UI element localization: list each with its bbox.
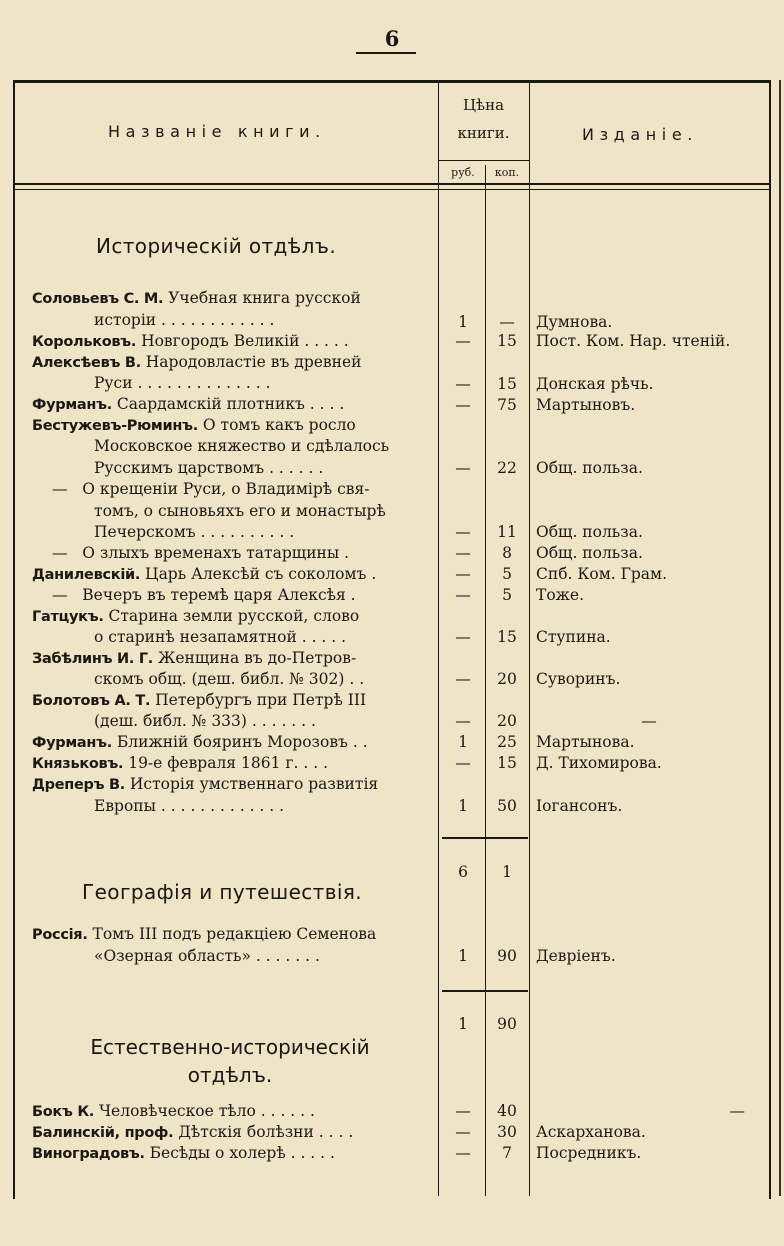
edition: Посредникъ. xyxy=(536,1144,642,1162)
price-kop: 15 xyxy=(497,754,517,772)
entry-line: скомъ общ. (деш. библ. № 302) . . xyxy=(94,670,365,688)
entry-author: Виноградовъ. xyxy=(32,1146,145,1162)
section-total-rub: 6 xyxy=(458,863,468,881)
entry-title: Новгородъ Великій . . . . . xyxy=(141,332,349,350)
entry-line: Русскимъ царствомъ . . . . . . xyxy=(94,459,324,477)
entry-line xyxy=(32,923,430,946)
edition: Думнова. xyxy=(536,313,613,331)
entry-title: Учебная книга русской xyxy=(168,289,361,307)
entry-line xyxy=(32,287,430,310)
page-number: 6 xyxy=(384,26,400,51)
entry-author: Князьковъ. xyxy=(32,756,124,772)
entry-author: Алексѣевъ В. xyxy=(32,355,141,371)
price-rub: — xyxy=(455,396,471,414)
title-column-header: Названіе книги. xyxy=(108,122,326,141)
price-rub: — xyxy=(455,712,471,730)
header-divider-2 xyxy=(13,189,769,190)
price-kop: 11 xyxy=(497,523,517,541)
section-title-line-2: отдѣлъ. xyxy=(187,1063,273,1087)
edition: Мартынова. xyxy=(536,733,635,751)
price-kop: 75 xyxy=(497,396,517,414)
edition: Общ. польза. xyxy=(536,544,643,562)
price-rub: — xyxy=(455,670,471,688)
entry-line xyxy=(32,1100,430,1123)
price-subheader-line xyxy=(438,160,529,161)
price-rub: — xyxy=(455,332,471,350)
entry-title: Ближній бояринъ Морозовъ . . xyxy=(116,733,368,751)
entry-title: Исторія умственнаго развитія xyxy=(129,775,379,793)
edition: — xyxy=(641,712,657,730)
price-kop: 15 xyxy=(497,375,517,393)
edition: Спб. Ком. Грам. xyxy=(536,565,668,583)
entry-author: Гатцукъ. xyxy=(32,609,104,625)
price-column-left-line xyxy=(438,82,439,1196)
price-rub: — xyxy=(455,523,471,541)
price-rub: — xyxy=(455,1144,471,1162)
section-1-total-rule xyxy=(442,837,528,839)
entry-line: Руси . . . . . . . . . . . . . . xyxy=(94,374,271,392)
entry-line xyxy=(32,414,430,437)
entry-dash: — xyxy=(52,586,68,604)
edition: — xyxy=(729,1102,745,1120)
price-rub: — xyxy=(455,544,471,562)
edition: Мартыновъ. xyxy=(536,396,636,414)
edition: Общ. польза. xyxy=(536,459,643,477)
entry-author: Дреперъ В. xyxy=(32,777,125,793)
edition: Пост. Ком. Нар. чтеній. xyxy=(536,332,731,350)
entry-line xyxy=(32,1121,430,1144)
edition: Девріенъ. xyxy=(536,947,616,965)
entry-author: Бестужевъ-Рюминъ. xyxy=(32,418,198,434)
section-title-line-1: Естественно-историческій xyxy=(90,1035,370,1059)
entry-title: Дѣтскія болѣзни . . . . xyxy=(178,1123,354,1141)
kop-subheader: коп. xyxy=(494,166,520,179)
entry-author: Россія. xyxy=(32,927,88,943)
entry-author: Данилевскій. xyxy=(32,567,141,583)
price-kop: 5 xyxy=(502,565,512,583)
edition-column-header: Изданіе. xyxy=(582,125,698,144)
entry-line xyxy=(52,584,430,606)
entry-title: Бесѣды о холерѣ . . . . . xyxy=(149,1144,335,1162)
section-total-rub: 1 xyxy=(458,1015,468,1033)
price-rub: — xyxy=(455,1102,471,1120)
entry-title: Вечеръ въ теремѣ царя Алексѣя . xyxy=(82,586,356,604)
entry-author: Фурманъ. xyxy=(32,735,112,751)
entry-line: Московское княжество и сдѣлалось xyxy=(94,437,390,455)
price-rub: 1 xyxy=(458,313,468,331)
price-kop: 7 xyxy=(502,1144,512,1162)
price-kop: 15 xyxy=(497,332,517,350)
price-kop: 30 xyxy=(497,1123,517,1141)
price-rub: — xyxy=(455,565,471,583)
entry-title: Петербургъ при Петрѣ III xyxy=(155,691,367,709)
entry-line xyxy=(32,647,430,670)
entry-title: Царь Алексѣй съ соколомъ . xyxy=(145,565,377,583)
price-kop: 8 xyxy=(502,544,512,562)
price-header-line-2: книги. xyxy=(457,124,510,142)
price-rub: — xyxy=(455,628,471,646)
price-kop: — xyxy=(499,313,515,331)
entry-title: Старина земли русской, слово xyxy=(108,607,360,625)
edition: Аскарханова. xyxy=(536,1123,646,1141)
entry-line: о старинѣ незапамятной . . . . . xyxy=(94,628,347,646)
section-2-total-rule xyxy=(442,990,528,992)
entry-line xyxy=(32,1142,430,1165)
entry-author: Забѣлинъ И. Г. xyxy=(32,651,154,667)
edition: Д. Тихомирова. xyxy=(536,754,662,772)
entry-dash: — xyxy=(52,544,68,562)
edition: Суворинъ. xyxy=(536,670,621,688)
entry-line xyxy=(32,752,430,775)
entry-line: (деш. библ. № 333) . . . . . . . xyxy=(94,712,316,730)
price-kop: 15 xyxy=(497,628,517,646)
entry-title: Народовластіе въ древней xyxy=(145,353,362,371)
page-edge xyxy=(779,80,781,1196)
rub-subheader: руб. xyxy=(451,166,475,179)
entry-title: Саардамскій плотникъ . . . . xyxy=(116,395,345,413)
entry-line: «Озерная область» . . . . . . . xyxy=(94,947,320,965)
edition: Донская рѣчь. xyxy=(536,375,654,393)
price-rub: 1 xyxy=(458,733,468,751)
price-kop: 40 xyxy=(497,1102,517,1120)
edition-column-left-line xyxy=(529,82,530,1196)
entry-line xyxy=(32,773,430,796)
entry-line xyxy=(32,563,430,586)
price-rub: 1 xyxy=(458,947,468,965)
entry-line: Печерскомъ . . . . . . . . . . xyxy=(94,523,295,541)
entry-line xyxy=(32,351,430,374)
price-kop: 20 xyxy=(497,670,517,688)
entry-author: Балинскій, проф. xyxy=(32,1125,174,1141)
entry-author: Корольковъ. xyxy=(32,334,137,350)
entry-title: О злыхъ временахъ татарщины . xyxy=(82,544,350,562)
edition: Общ. польза. xyxy=(536,523,643,541)
entry-author: Фурманъ. xyxy=(32,397,112,413)
page-number-rule xyxy=(356,52,416,54)
entry-title: О крещеніи Руси, о Владимірѣ свя- xyxy=(82,480,370,498)
price-rub: — xyxy=(455,1123,471,1141)
price-header-line-1: Цѣна xyxy=(462,96,505,114)
entry-line xyxy=(32,689,430,712)
entry-title: О томъ какъ росло xyxy=(202,416,356,434)
edition: Ступина. xyxy=(536,628,611,646)
entry-line xyxy=(32,393,430,416)
price-rub: 1 xyxy=(458,797,468,815)
entry-line xyxy=(52,478,430,500)
entry-title: Женщина въ до-Петров- xyxy=(157,649,357,667)
price-kop: 20 xyxy=(497,712,517,730)
price-kop: 22 xyxy=(497,459,517,477)
entry-line xyxy=(32,731,430,754)
entry-line: Европы . . . . . . . . . . . . . xyxy=(94,797,285,815)
price-kop: 25 xyxy=(497,733,517,751)
price-rub: — xyxy=(455,586,471,604)
entry-title: Томъ III подъ редакціею Семенова xyxy=(92,925,377,943)
price-kop: 5 xyxy=(502,586,512,604)
section-title: Географія и путешествія. xyxy=(82,880,363,904)
entry-dash: — xyxy=(52,480,68,498)
price-rub: — xyxy=(455,375,471,393)
entry-line: томъ, о сыновьяхъ его и монастырѣ xyxy=(94,502,386,520)
entry-author: Бокъ К. xyxy=(32,1104,95,1120)
entry-line xyxy=(32,605,430,628)
edition: Іогансонъ. xyxy=(536,797,623,815)
edition: Тоже. xyxy=(536,586,585,604)
price-kop: 90 xyxy=(497,947,517,965)
entry-line xyxy=(52,542,430,564)
entry-author: Болотовъ А. Т. xyxy=(32,693,151,709)
entry-title: Человѣческое тѣло . . . . . . xyxy=(99,1102,315,1120)
section-title: Историческій отдѣлъ. xyxy=(96,234,337,258)
entry-line: исторіи . . . . . . . . . . . . xyxy=(94,311,275,329)
header-divider xyxy=(13,183,769,185)
price-rub: — xyxy=(455,459,471,477)
price-rub: — xyxy=(455,754,471,772)
entry-author: Соловьевъ С. М. xyxy=(32,291,164,307)
price-kop: 50 xyxy=(497,797,517,815)
entry-title: 19-е февраля 1861 г. . . . xyxy=(128,754,328,772)
section-total-kop: 90 xyxy=(497,1015,517,1033)
entry-line xyxy=(32,330,430,353)
section-total-kop: 1 xyxy=(502,863,512,881)
